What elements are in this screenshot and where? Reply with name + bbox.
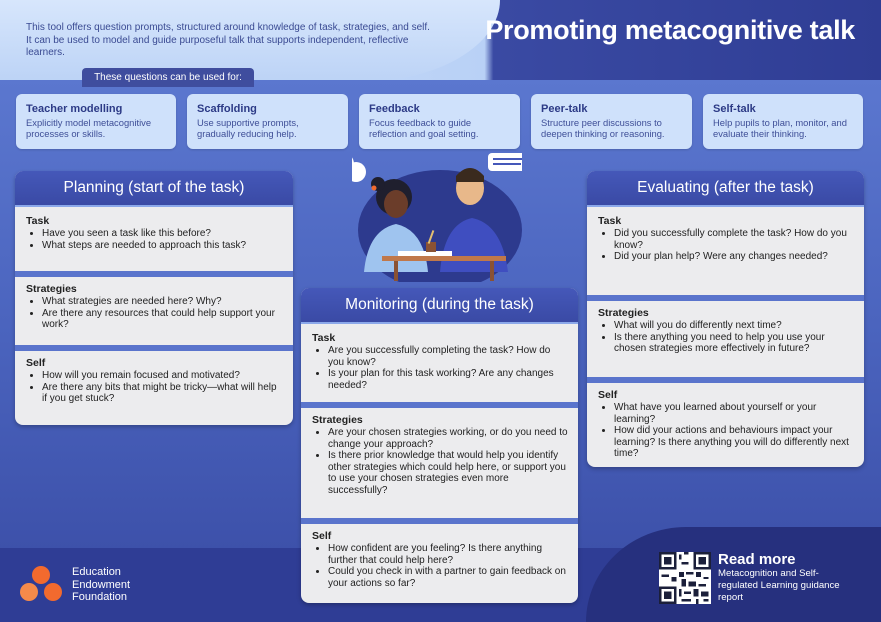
students-talking-illustration [352, 152, 522, 282]
use-card-title: Self-talk [713, 103, 756, 115]
section-label: Task [598, 215, 622, 227]
question-item: • How confident are you feeling? Is there anything further that could help here? [328, 543, 568, 566]
monitoring-panel [301, 288, 578, 603]
thought-cloud-icon [352, 152, 366, 190]
evaluating-subtitle: (after the task) [713, 179, 814, 196]
section-label: Strategies [598, 307, 649, 319]
use-card-scaffolding [187, 94, 348, 149]
use-card-title: Teacher modelling [26, 103, 123, 115]
question-item: • Did your plan help? Were any changes needed? [614, 251, 854, 263]
question-item: • How did your actions and behaviours impact your learning? Is there anything you will do differently next time? [614, 425, 854, 460]
planning-subtitle: (start of the task) [128, 179, 245, 196]
question-item: • Are there any bits that might be tricky—what will help if you get stuck? [42, 382, 283, 405]
question-item: • Are you successfully completing the task? How do you know? [328, 345, 568, 368]
use-card-desc: Help pupils to plan, monitor, and evaluate their thinking. [713, 117, 847, 139]
section-label: Self [26, 357, 46, 369]
planning-strategies-section [15, 277, 293, 351]
evaluating-strategies-section [587, 301, 864, 383]
question-item: • Did you successfully complete the task? How do you know? [614, 228, 854, 251]
use-card-peer-talk [531, 94, 692, 149]
evaluating-title: Evaluating [637, 179, 710, 196]
read-more-block[interactable] [718, 551, 848, 604]
question-item: • What will you do differently next time? [614, 320, 854, 332]
planning-title: Planning [63, 179, 124, 196]
question-item: • What strategies are needed here? Why? [42, 296, 283, 308]
monitoring-task-section [301, 324, 578, 408]
use-card-title: Peer-talk [541, 103, 588, 115]
use-card-self-talk [703, 94, 863, 149]
use-card-title: Feedback [369, 103, 420, 115]
evaluating-panel [587, 171, 864, 467]
question-item: • What steps are needed to approach this task? [42, 240, 283, 252]
use-card-desc: Structure peer discussions to deepen thinking or reasoning. [541, 117, 665, 139]
evaluating-self-section [587, 383, 864, 466]
section-label: Self [312, 530, 332, 542]
monitoring-title: Monitoring [345, 296, 418, 313]
section-label: Task [26, 215, 50, 227]
qr-code-icon[interactable] [659, 552, 711, 604]
read-more-link[interactable]: Read more [718, 551, 796, 568]
section-label: Strategies [312, 414, 363, 426]
monitoring-header [301, 288, 578, 324]
planning-header [15, 171, 293, 207]
org-name-line: Endowment [72, 578, 131, 591]
evaluating-task-section [587, 207, 864, 301]
section-label: Strategies [26, 283, 77, 295]
question-item: • Could you check in with a partner to gain feedback on your actions so far? [328, 566, 568, 589]
evaluating-header [587, 171, 864, 207]
section-label: Self [598, 389, 618, 401]
use-card-desc: Use supportive prompts, gradually reducing help. [197, 117, 299, 139]
org-name [72, 566, 130, 604]
intro-text: This tool offers question prompts, structured around knowledge of task, strategies, and self. It can be used to model and guide purposeful talk that supports independent, reflective learners. [26, 22, 430, 58]
question-item: • Is there anything you need to help you use your chosen strategies more effectively in future? [614, 332, 854, 355]
use-card-feedback [359, 94, 520, 149]
org-name-line: Foundation [72, 591, 128, 603]
section-label: Task [312, 332, 336, 344]
monitoring-strategies-section [301, 408, 578, 524]
page-title: Promoting metacognitive talk [485, 15, 855, 45]
eef-logo-icon [18, 565, 64, 603]
uses-label: These questions can be used for: [82, 68, 254, 87]
use-card-desc: Focus feedback to guide reflection and goal setting. [369, 117, 479, 139]
speech-bubble-icon [488, 153, 522, 171]
use-card-title: Scaffolding [197, 103, 257, 115]
planning-task-section [15, 207, 293, 277]
use-card-teacher-modelling [16, 94, 176, 149]
question-item: • What have you learned about yourself or your learning? [614, 402, 854, 425]
question-item: • Are your chosen strategies working, or do you need to change your approach? [328, 427, 568, 450]
planning-panel [15, 171, 293, 425]
monitoring-subtitle: (during the task) [421, 296, 534, 313]
planning-self-section [15, 351, 293, 411]
question-item: • Have you seen a task like this before? [42, 228, 283, 240]
org-name-line: Education [72, 566, 121, 578]
read-more-desc: Metacognition and Self-regulated Learning guidance report [718, 568, 840, 603]
monitoring-self-section [301, 524, 578, 595]
question-item: • Are there any resources that could help support your work? [42, 308, 283, 331]
use-card-desc: Explicitly model metacognitive processes or skills. [26, 117, 152, 139]
question-item: • How will you remain focused and motivated? [42, 370, 283, 382]
question-item: • Is your plan for this task working? Are any changes needed? [328, 368, 568, 391]
question-item: • Is there prior knowledge that would help you identify other strategies which could help here, or support you to use your chosen strategies even more successfully? [328, 450, 568, 496]
